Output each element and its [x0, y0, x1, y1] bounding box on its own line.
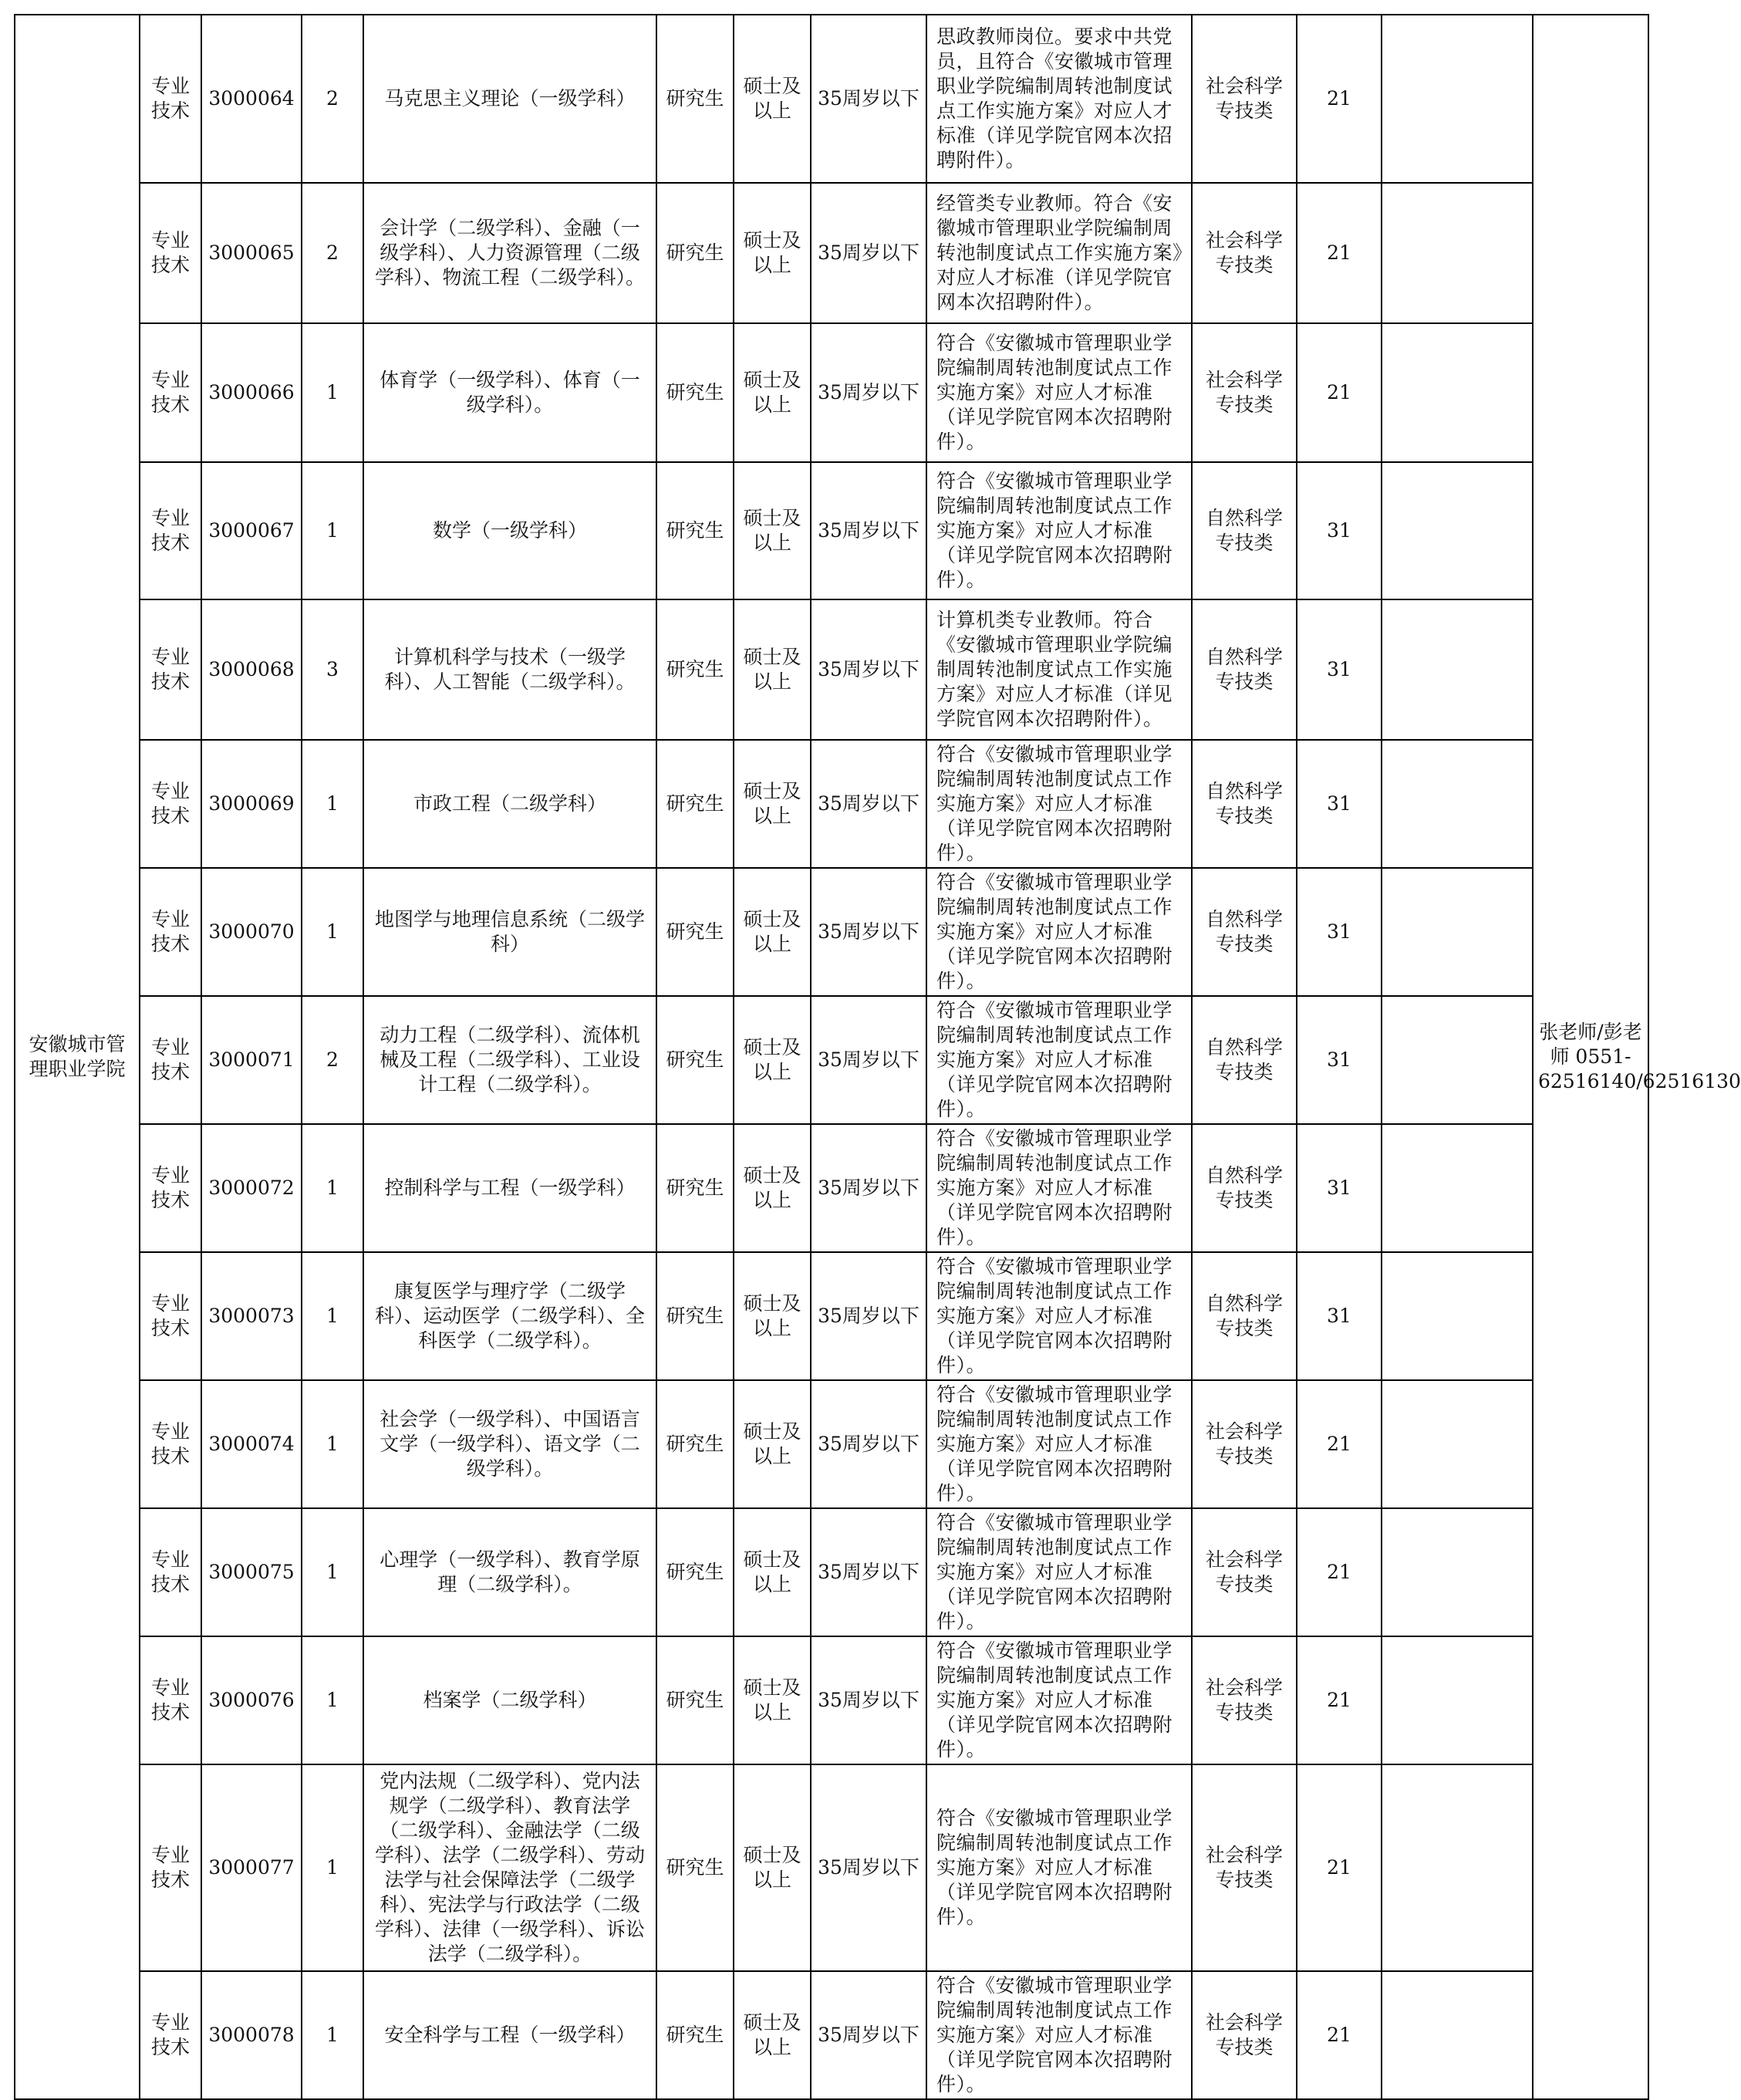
category-cell: 专业技术: [140, 599, 201, 740]
education-cell: 研究生: [656, 183, 734, 323]
requirements-cell: 符合《安徽城市管理职业学院编制周转池制度试点工作实施方案》对应人才标准（详见学院官网本次招聘附件）。: [926, 1380, 1192, 1508]
exam-type-cell: 自然科学专技类: [1192, 740, 1297, 868]
exam-code-cell: 31: [1297, 1124, 1382, 1252]
contact-cell: 张老师/彭老师 0551-62516140/62516130: [1533, 15, 1648, 2099]
table-row: [15, 183, 1648, 323]
major-cell: 心理学（一级学科）、教育学原理（二级学科）。: [363, 1508, 656, 1636]
table-row: [15, 323, 1648, 462]
headcount-cell: 1: [302, 462, 363, 599]
exam-type-cell: 社会科学专技类: [1192, 1971, 1297, 2099]
age-cell: 35周岁以下: [811, 1764, 926, 1971]
table-row: [15, 868, 1648, 996]
category-cell: 专业技术: [140, 462, 201, 599]
category-cell: 专业技术: [140, 1636, 201, 1764]
employer-cell: 安徽城市管理职业学院: [15, 15, 140, 2099]
category-cell: 专业技术: [140, 1380, 201, 1508]
category-cell: 专业技术: [140, 868, 201, 996]
headcount-cell: 1: [302, 1380, 363, 1508]
blank-cell: [1382, 1636, 1533, 1764]
headcount-cell: 1: [302, 1971, 363, 2099]
exam-code-cell: 31: [1297, 462, 1382, 599]
exam-type-cell: 自然科学专技类: [1192, 462, 1297, 599]
degree-cell: 硕士及以上: [734, 15, 811, 183]
exam-type-cell: 社会科学专技类: [1192, 1764, 1297, 1971]
major-cell: 动力工程（二级学科）、流体机械及工程（二级学科）、工业设计工程（二级学科）。: [363, 996, 656, 1124]
major-cell: 市政工程（二级学科）: [363, 740, 656, 868]
education-cell: 研究生: [656, 599, 734, 740]
table-row: [15, 1508, 1648, 1636]
position-code-cell: 3000069: [201, 740, 302, 868]
headcount-cell: 2: [302, 183, 363, 323]
education-cell: 研究生: [656, 1252, 734, 1380]
requirements-cell: 符合《安徽城市管理职业学院编制周转池制度试点工作实施方案》对应人才标准（详见学院官网本次招聘附件）。: [926, 462, 1192, 599]
major-cell: 康复医学与理疗学（二级学科）、运动医学（二级学科）、全科医学（二级学科）。: [363, 1252, 656, 1380]
age-cell: 35周岁以下: [811, 462, 926, 599]
position-code-cell: 3000073: [201, 1252, 302, 1380]
blank-cell: [1382, 996, 1533, 1124]
exam-type-cell: 社会科学专技类: [1192, 183, 1297, 323]
exam-type-cell: 社会科学专技类: [1192, 1636, 1297, 1764]
headcount-cell: 1: [302, 1764, 363, 1971]
category-cell: 专业技术: [140, 1971, 201, 2099]
requirements-cell: 计算机类专业教师。符合《安徽城市管理职业学院编制周转池制度试点工作实施方案》对应人才标准（详见学院官网本次招聘附件）。: [926, 599, 1192, 740]
table-row: [15, 599, 1648, 740]
table-row: [15, 1380, 1648, 1508]
requirements-cell: 思政教师岗位。要求中共党员，且符合《安徽城市管理职业学院编制周转池制度试点工作实施方案》对应人才标准（详见学院官网本次招聘附件）。: [926, 15, 1192, 183]
exam-type-cell: 社会科学专技类: [1192, 15, 1297, 183]
education-cell: 研究生: [656, 1380, 734, 1508]
category-cell: 专业技术: [140, 1252, 201, 1380]
exam-type-cell: 社会科学专技类: [1192, 323, 1297, 462]
position-code-cell: 3000067: [201, 462, 302, 599]
major-cell: 会计学（二级学科）、金融（一级学科）、人力资源管理（二级学科）、物流工程（二级学科）。: [363, 183, 656, 323]
requirements-cell: 符合《安徽城市管理职业学院编制周转池制度试点工作实施方案》对应人才标准（详见学院官网本次招聘附件）。: [926, 1971, 1192, 2099]
blank-cell: [1382, 323, 1533, 462]
major-cell: 地图学与地理信息系统（二级学科）: [363, 868, 656, 996]
exam-code-cell: 31: [1297, 996, 1382, 1124]
education-cell: 研究生: [656, 868, 734, 996]
category-cell: 专业技术: [140, 1124, 201, 1252]
education-cell: 研究生: [656, 462, 734, 599]
major-cell: 体育学（一级学科）、体育（一级学科）。: [363, 323, 656, 462]
age-cell: 35周岁以下: [811, 740, 926, 868]
requirements-cell: 符合《安徽城市管理职业学院编制周转池制度试点工作实施方案》对应人才标准（详见学院官网本次招聘附件）。: [926, 1252, 1192, 1380]
headcount-cell: 1: [302, 1636, 363, 1764]
headcount-cell: 1: [302, 1252, 363, 1380]
exam-type-cell: 社会科学专技类: [1192, 1508, 1297, 1636]
exam-code-cell: 31: [1297, 599, 1382, 740]
education-cell: 研究生: [656, 1764, 734, 1971]
position-code-cell: 3000075: [201, 1508, 302, 1636]
position-code-cell: 3000074: [201, 1380, 302, 1508]
education-cell: 研究生: [656, 996, 734, 1124]
age-cell: 35周岁以下: [811, 183, 926, 323]
headcount-cell: 1: [302, 868, 363, 996]
category-cell: 专业技术: [140, 1508, 201, 1636]
exam-code-cell: 31: [1297, 740, 1382, 868]
position-code-cell: 3000078: [201, 1971, 302, 2099]
category-cell: 专业技术: [140, 323, 201, 462]
blank-cell: [1382, 1508, 1533, 1636]
education-cell: 研究生: [656, 1971, 734, 2099]
requirements-cell: 符合《安徽城市管理职业学院编制周转池制度试点工作实施方案》对应人才标准（详见学院官网本次招聘附件）。: [926, 996, 1192, 1124]
headcount-cell: 1: [302, 323, 363, 462]
degree-cell: 硕士及以上: [734, 1124, 811, 1252]
education-cell: 研究生: [656, 1508, 734, 1636]
degree-cell: 硕士及以上: [734, 462, 811, 599]
degree-cell: 硕士及以上: [734, 740, 811, 868]
requirements-cell: 符合《安徽城市管理职业学院编制周转池制度试点工作实施方案》对应人才标准（详见学院官网本次招聘附件）。: [926, 1764, 1192, 1971]
table-row: [15, 1124, 1648, 1252]
exam-type-cell: 自然科学专技类: [1192, 1124, 1297, 1252]
exam-type-cell: 自然科学专技类: [1192, 1252, 1297, 1380]
blank-cell: [1382, 1971, 1533, 2099]
position-code-cell: 3000071: [201, 996, 302, 1124]
degree-cell: 硕士及以上: [734, 1636, 811, 1764]
position-code-cell: 3000065: [201, 183, 302, 323]
blank-cell: [1382, 1764, 1533, 1971]
major-cell: 安全科学与工程（一级学科）: [363, 1971, 656, 2099]
position-code-cell: 3000068: [201, 599, 302, 740]
exam-type-cell: 自然科学专技类: [1192, 996, 1297, 1124]
requirements-cell: 符合《安徽城市管理职业学院编制周转池制度试点工作实施方案》对应人才标准（详见学院官网本次招聘附件）。: [926, 868, 1192, 996]
blank-cell: [1382, 599, 1533, 740]
degree-cell: 硕士及以上: [734, 1508, 811, 1636]
age-cell: 35周岁以下: [811, 323, 926, 462]
table-row: [15, 740, 1648, 868]
requirements-cell: 符合《安徽城市管理职业学院编制周转池制度试点工作实施方案》对应人才标准（详见学院官网本次招聘附件）。: [926, 323, 1192, 462]
headcount-cell: 1: [302, 1124, 363, 1252]
age-cell: 35周岁以下: [811, 1124, 926, 1252]
blank-cell: [1382, 183, 1533, 323]
category-cell: 专业技术: [140, 740, 201, 868]
education-cell: 研究生: [656, 1124, 734, 1252]
headcount-cell: 2: [302, 996, 363, 1124]
major-cell: 控制科学与工程（一级学科）: [363, 1124, 656, 1252]
degree-cell: 硕士及以上: [734, 183, 811, 323]
exam-type-cell: 自然科学专技类: [1192, 599, 1297, 740]
education-cell: 研究生: [656, 15, 734, 183]
table-row: [15, 1252, 1648, 1380]
requirements-cell: 符合《安徽城市管理职业学院编制周转池制度试点工作实施方案》对应人才标准（详见学院官网本次招聘附件）。: [926, 1636, 1192, 1764]
major-cell: 档案学（二级学科）: [363, 1636, 656, 1764]
blank-cell: [1382, 1124, 1533, 1252]
position-code-cell: 3000077: [201, 1764, 302, 1971]
position-code-cell: 3000076: [201, 1636, 302, 1764]
exam-code-cell: 21: [1297, 1764, 1382, 1971]
age-cell: 35周岁以下: [811, 15, 926, 183]
education-cell: 研究生: [656, 323, 734, 462]
requirements-cell: 符合《安徽城市管理职业学院编制周转池制度试点工作实施方案》对应人才标准（详见学院官网本次招聘附件）。: [926, 740, 1192, 868]
headcount-cell: 2: [302, 15, 363, 183]
requirements-cell: 符合《安徽城市管理职业学院编制周转池制度试点工作实施方案》对应人才标准（详见学院官网本次招聘附件）。: [926, 1124, 1192, 1252]
category-cell: 专业技术: [140, 15, 201, 183]
degree-cell: 硕士及以上: [734, 1764, 811, 1971]
exam-code-cell: 21: [1297, 1636, 1382, 1764]
age-cell: 35周岁以下: [811, 1971, 926, 2099]
position-code-cell: 3000064: [201, 15, 302, 183]
age-cell: 35周岁以下: [811, 599, 926, 740]
major-cell: 数学（一级学科）: [363, 462, 656, 599]
headcount-cell: 3: [302, 599, 363, 740]
category-cell: 专业技术: [140, 183, 201, 323]
exam-code-cell: 21: [1297, 1508, 1382, 1636]
degree-cell: 硕士及以上: [734, 1252, 811, 1380]
degree-cell: 硕士及以上: [734, 1380, 811, 1508]
exam-type-cell: 社会科学专技类: [1192, 1380, 1297, 1508]
degree-cell: 硕士及以上: [734, 868, 811, 996]
degree-cell: 硕士及以上: [734, 599, 811, 740]
table-row: [15, 1636, 1648, 1764]
position-code-cell: 3000066: [201, 323, 302, 462]
blank-cell: [1382, 462, 1533, 599]
major-cell: 计算机科学与技术（一级学科）、人工智能（二级学科）。: [363, 599, 656, 740]
degree-cell: 硕士及以上: [734, 1971, 811, 2099]
education-cell: 研究生: [656, 740, 734, 868]
category-cell: 专业技术: [140, 1764, 201, 1971]
age-cell: 35周岁以下: [811, 1636, 926, 1764]
major-cell: 社会学（一级学科）、中国语言文学（一级学科）、语文学（二级学科）。: [363, 1380, 656, 1508]
exam-code-cell: 21: [1297, 323, 1382, 462]
position-code-cell: 3000070: [201, 868, 302, 996]
category-cell: 专业技术: [140, 996, 201, 1124]
exam-type-cell: 自然科学专技类: [1192, 868, 1297, 996]
table-body: [15, 15, 1741, 2099]
major-cell: 马克思主义理论（一级学科）: [363, 15, 656, 183]
table-row: [15, 1764, 1648, 1971]
exam-code-cell: 21: [1297, 1971, 1382, 2099]
blank-cell: [1382, 1380, 1533, 1508]
recruitment-table: [14, 14, 1741, 2100]
blank-cell: [1382, 740, 1533, 868]
blank-cell: [1382, 868, 1533, 996]
table-row: [15, 15, 1648, 183]
table-row: [15, 996, 1648, 1124]
age-cell: 35周岁以下: [811, 868, 926, 996]
position-code-cell: 3000072: [201, 1124, 302, 1252]
requirements-cell: 经管类专业教师。符合《安徽城市管理职业学院编制周转池制度试点工作实施方案》对应人才标准（详见学院官网本次招聘附件）。: [926, 183, 1192, 323]
age-cell: 35周岁以下: [811, 1508, 926, 1636]
exam-code-cell: 31: [1297, 868, 1382, 996]
exam-code-cell: 21: [1297, 183, 1382, 323]
blank-cell: [1382, 1252, 1533, 1380]
age-cell: 35周岁以下: [811, 1252, 926, 1380]
degree-cell: 硕士及以上: [734, 996, 811, 1124]
blank-cell: [1382, 15, 1533, 183]
exam-code-cell: 21: [1297, 1380, 1382, 1508]
age-cell: 35周岁以下: [811, 1380, 926, 1508]
exam-code-cell: 21: [1297, 15, 1382, 183]
exam-code-cell: 31: [1297, 1252, 1382, 1380]
headcount-cell: 1: [302, 740, 363, 868]
age-cell: 35周岁以下: [811, 996, 926, 1124]
education-cell: 研究生: [656, 1636, 734, 1764]
headcount-cell: 1: [302, 1508, 363, 1636]
table-row: [15, 462, 1648, 599]
table-row: [15, 1971, 1648, 2099]
major-cell: 党内法规（二级学科）、党内法规学（二级学科）、教育法学（二级学科）、金融法学（二级学科）、法学（二级学科）、劳动法学与社会保障法学（二级学科）、宪法学与行政法学（二级学科）、法律（一级学科）、诉讼法学（二级学科）。: [363, 1764, 656, 1971]
degree-cell: 硕士及以上: [734, 323, 811, 462]
requirements-cell: 符合《安徽城市管理职业学院编制周转池制度试点工作实施方案》对应人才标准（详见学院官网本次招聘附件）。: [926, 1508, 1192, 1636]
